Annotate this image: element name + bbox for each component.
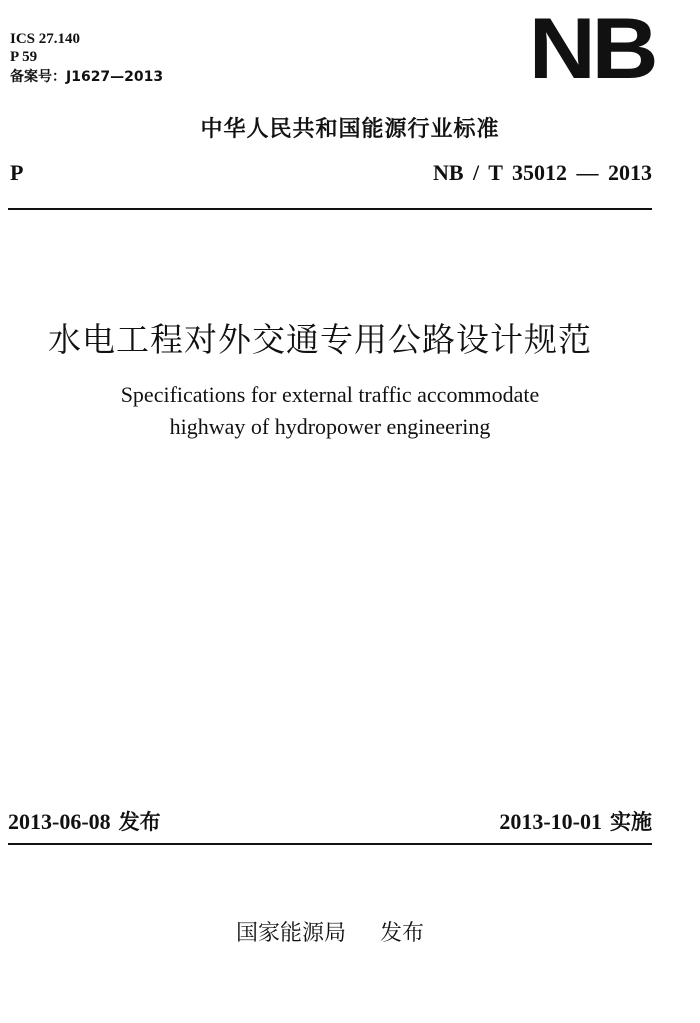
issue-date-block xyxy=(8,806,161,836)
issue-date: 2013-06-08 xyxy=(8,809,111,834)
issuer-label: 发布 xyxy=(380,921,425,946)
issuer-block xyxy=(0,916,660,947)
title-chinese: 水电工程对外交通专用公路设计规范 xyxy=(48,320,592,359)
standard-category: 中华人民共和国能源行业标准 xyxy=(200,117,500,142)
classification-letter: P xyxy=(10,160,24,185)
bottom-divider xyxy=(8,843,652,845)
ccs-code: P 59 xyxy=(10,49,38,65)
title-english-line-2: highway of hydropower engineering xyxy=(169,414,491,439)
implement-date-block xyxy=(499,806,652,836)
standard-number: NB / T 35012 — 2013 xyxy=(432,160,652,185)
title-english-line-1: Specifications for external traffic accommodate xyxy=(120,382,540,407)
record-number: 备案号：J1627—2013 xyxy=(10,69,164,85)
nb-logo: NB xyxy=(528,1,654,97)
issuer-name: 国家能源局 xyxy=(235,921,346,946)
issue-label: 发布 xyxy=(118,810,161,834)
implement-date: 2013-10-01 xyxy=(499,809,602,834)
top-divider xyxy=(8,208,652,210)
implement-label: 实施 xyxy=(610,810,652,834)
ics-code: ICS 27.140 xyxy=(10,31,81,47)
